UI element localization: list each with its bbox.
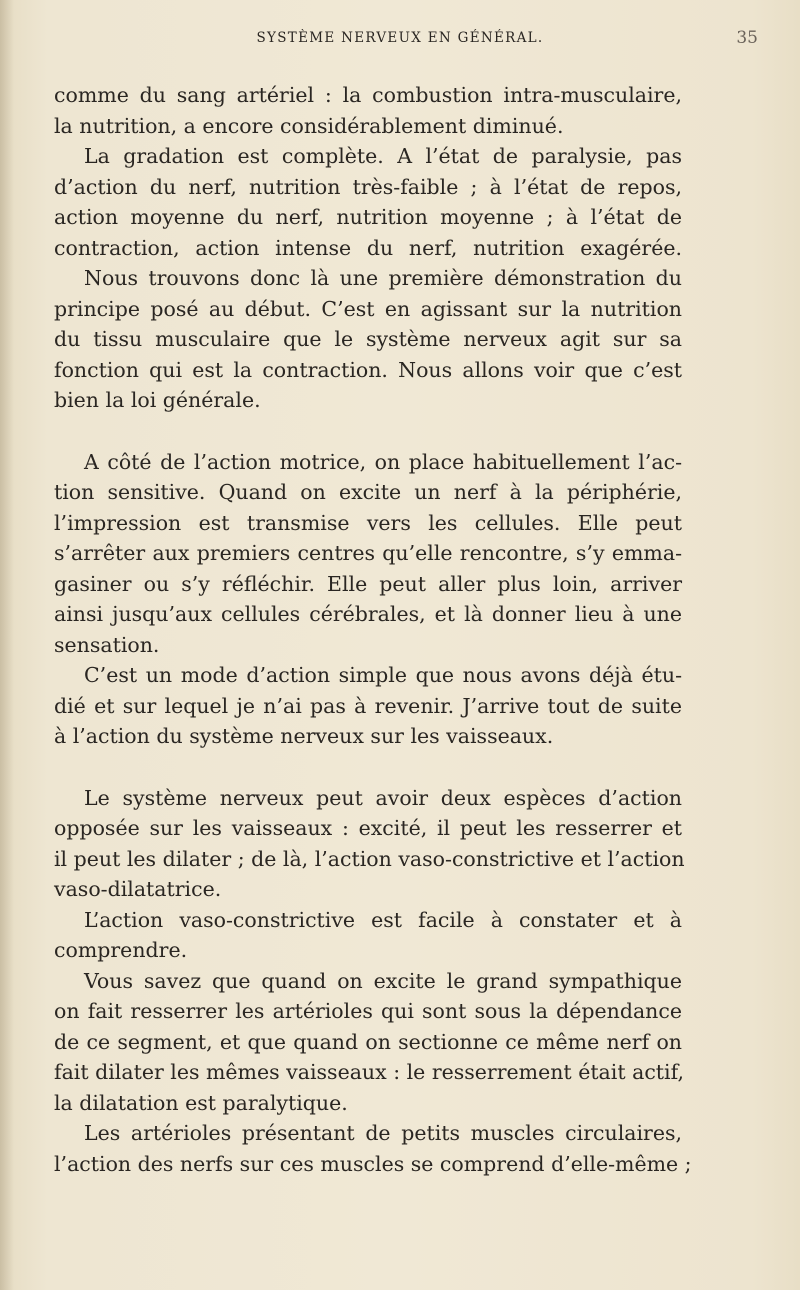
text-line: s’arrêter aux premiers centres qu’elle rencontre, s’y emma- (54, 541, 682, 565)
text-line: opposée sur les vaisseaux : excité, il peut les resserrer et (54, 816, 682, 840)
paragraph-9 (54, 1118, 692, 1179)
text-line: fait dilater les mêmes vaisseaux : le resserrement était actif, (54, 1060, 684, 1084)
text-line: C’est un mode d’action simple que nous avons déjà étu- (84, 663, 682, 687)
text-line: Les artérioles présentant de petits muscles circulaires, (84, 1121, 682, 1145)
paragraph-6 (54, 783, 685, 905)
text-line: d’action du nerf, nutrition très-faible ; à l’état de repos, (54, 174, 682, 199)
text-line: Nous trouvons donc là une première démonstration du (84, 266, 682, 290)
text-line: dié et sur lequel je n’ai pas à revenir. J’arrive tout de suite (54, 693, 682, 718)
text-line: la nutrition, a encore considérablement diminué. (54, 113, 564, 138)
text-line: action moyenne du nerf, nutrition moyenne ; à l’état de (54, 205, 682, 229)
paragraph-8 (54, 966, 682, 1119)
text-line: on fait resserrer les artérioles qui sont sous la dépendance (54, 999, 682, 1023)
body-text (54, 80, 692, 1179)
text-line: du tissu musculaire que le système nerveux agit sur sa (54, 327, 682, 351)
paragraph-5 (54, 660, 682, 752)
text-line: comme du sang artériel : la combustion intra-musculaire, (54, 83, 682, 107)
paragraph-gap (54, 416, 682, 447)
page-number: 35 (736, 28, 758, 48)
text-line: fonction qui est la contraction. Nous allons voir que c’est (54, 357, 682, 382)
paragraph-2 (54, 141, 682, 263)
text-line: principe posé au début. C’est en agissant sur la nutrition (54, 296, 682, 321)
paragraph-3 (54, 263, 682, 416)
text-line: il peut les dilater ; de là, l’action vaso-constrictive et l’action (54, 846, 685, 871)
paragraph-1 (54, 80, 682, 141)
text-line: gasiner ou s’y réfléchir. Elle peut aller plus loin, arriver (54, 571, 682, 596)
text-line: A côté de l’action motrice, on place habituellement l’ac- (84, 449, 682, 474)
text-line: comprendre. (54, 938, 188, 962)
paragraph-7 (54, 905, 682, 966)
text-line: la dilatation est paralytique. (54, 1090, 348, 1115)
text-line: sensation. (54, 632, 160, 657)
text-line: vaso-dilatatrice. (54, 877, 222, 901)
text-line: tion sensitive. Quand on excite un nerf à la périphérie, (54, 480, 682, 504)
text-line: de ce segment, et que quand on sectionne ce même nerf on (54, 1029, 682, 1054)
page-header (30, 30, 770, 54)
text-line: à l’action du système nerveux sur les vaisseaux. (54, 724, 554, 748)
text-line: l’action des nerfs sur ces muscles se comprend d’elle-même ; (54, 1151, 692, 1176)
page-gutter-shadow (0, 0, 14, 1290)
paragraph-gap (54, 752, 682, 783)
text-line: L’action vaso-constrictive est facile à constater et à (84, 907, 682, 932)
text-line: contraction, action intense du nerf, nutrition exagérée. (54, 235, 682, 260)
text-line: ainsi jusqu’aux cellules cérébrales, et là donner lieu à une (54, 602, 682, 626)
text-line: bien la loi générale. (54, 388, 261, 412)
running-head: SYSTÈME NERVEUX EN GÉNÉRAL. (256, 30, 544, 46)
paragraph-4 (54, 447, 682, 661)
text-line: l’impression est transmise vers les cellules. Elle peut (54, 510, 682, 535)
text-line: La gradation est complète. A l’état de paralysie, pas (84, 144, 682, 168)
text-line: Le système nerveux peut avoir deux espèces d’action (84, 785, 682, 810)
text-line: Vous savez que quand on excite le grand sympathique (84, 968, 682, 993)
